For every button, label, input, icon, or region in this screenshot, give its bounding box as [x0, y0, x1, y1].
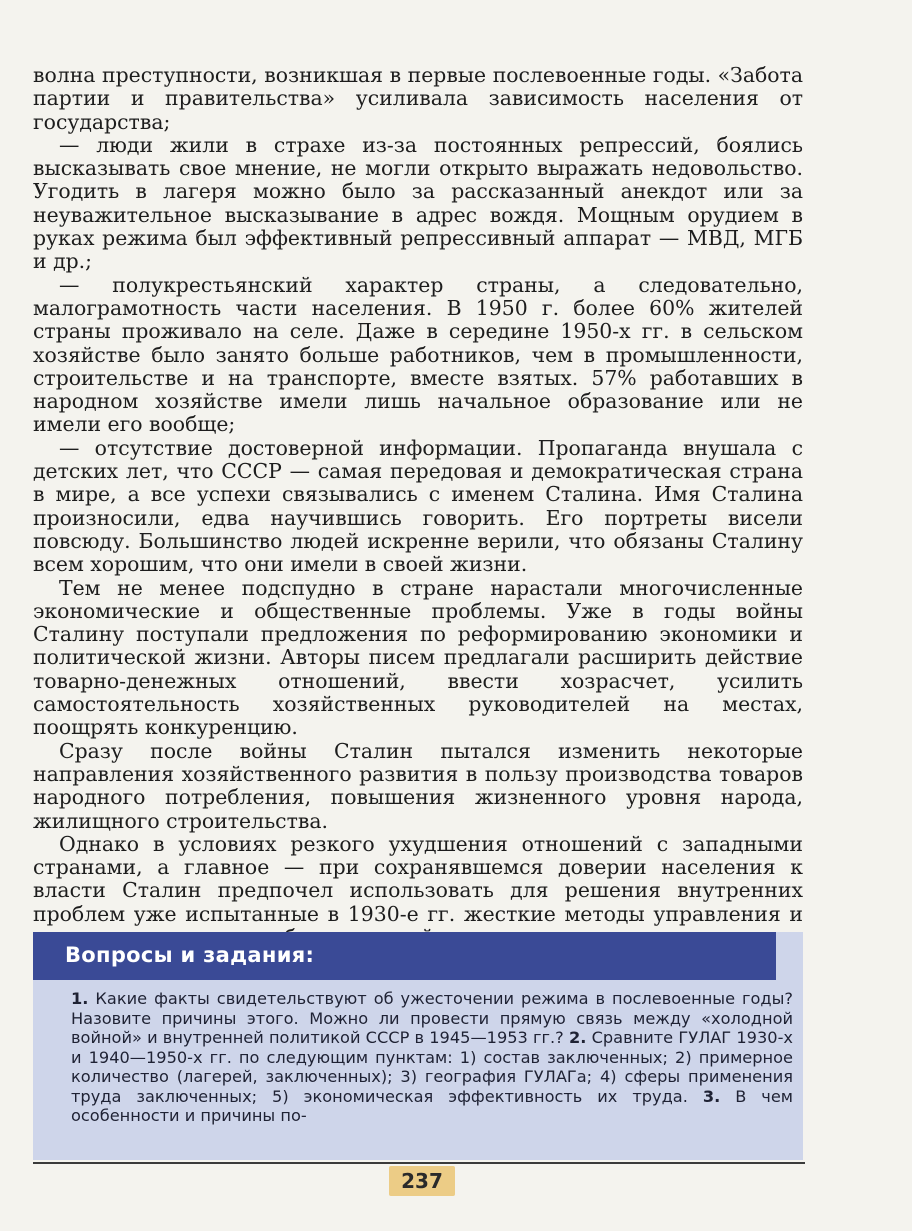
page-number: 237 [389, 1166, 455, 1196]
paragraph: волна преступности, возникшая в первые послевоенные годы. «Забота партии и правительства» усиливала зависимость населения от государства; [33, 63, 803, 134]
question-number: 2. [568, 1028, 587, 1047]
paragraph: — полукрестьянский характер страны, а следовательно, малограмотность части населения. В 1950 г. более 60% жителей страны проживало на селе. Даже в середине 1950-х гг. в сельском хозяйстве было занято больше работников, чем в промышленности, строительстве и на транспорте, вместе взятых. 57% работавших в народном хозяйстве имели лишь начальное образование или не имели его вообще; [33, 272, 803, 437]
main-text [33, 64, 803, 949]
question-text: В чем особенности и причины по- [71, 1086, 793, 1125]
questions-box [33, 932, 803, 1160]
question-text: Сравните ГУЛАГ 1930-х и 1940—1950-х гг. по следующим пунктам: 1) состав заключенных; 2) примерное количество (лагерей, заключенных); 3) география ГУЛАГа; 4) сферы применения труда заключенных; 5) экономическая эффективность их труда. [71, 1028, 793, 1106]
footer-divider [33, 1162, 805, 1164]
paragraph: Тем не менее подспудно в стране нарастали многочисленные экономические и общественные проблемы. Уже в годы войны Сталину поступали предложения по реформированию экономики и политической жизни. Авторы писем предлагали расширить действие товарно-денежных отношений, ввести хозрасчет, усилить самостоятельность хозяйственных руководителей на местах, поощрять конкуренцию. [33, 575, 803, 740]
paragraph: — отсутствие достоверной информации. Пропаганда внушала с детских лет, что СССР — самая передовая и демократическая страна в мире, а все успехи связывались с именем Сталина. Имя Сталина произносили, едва научившись говорить. Его портреты висели повсюду. Большинство людей искренне верили, что обязаны Сталину всем хорошим, что они имели в своей жизни. [33, 435, 803, 577]
paragraph: Сразу после войны Сталин пытался изменить некоторые направления хозяйственного развития в пользу производства товаров народного потребления, повышения жизненного уровня народа, жилищного строительства. [33, 738, 803, 833]
question-number: 3. [702, 1086, 721, 1106]
question-text: Какие факты свидетельствуют об ужесточении режима в послевоенные годы? Назовите причины этого. Можно ли провести прямую связь между «холодной войной» и внутренней политикой СССР в 1945—1953 гг.? [71, 989, 793, 1047]
questions-body [71, 989, 793, 1126]
paragraph: Однако в условиях резкого ухудшения отношений с западными странами, а главное — при сохранявшемся доверии населения к власти Сталин предпочел использовать для решения внутренних проблем уже испытанные в 1930-е гг. жесткие методы управления и [33, 831, 803, 926]
questions-title: Вопросы и задания: [65, 943, 315, 967]
paragraph: — люди жили в страхе из-за постоянных репрессий, боялись высказывать свое мнение, не могли открыто выражать недовольство. Угодить в лагеря можно было за рассказанный анекдот или за неуважительное высказывание в адрес вождя. Мощным орудием в руках режима был эффективный репрессивный аппарат — МВД, МГБ и др.; [33, 132, 803, 274]
question-number: 1. [71, 989, 89, 1008]
questions-header [33, 932, 776, 980]
